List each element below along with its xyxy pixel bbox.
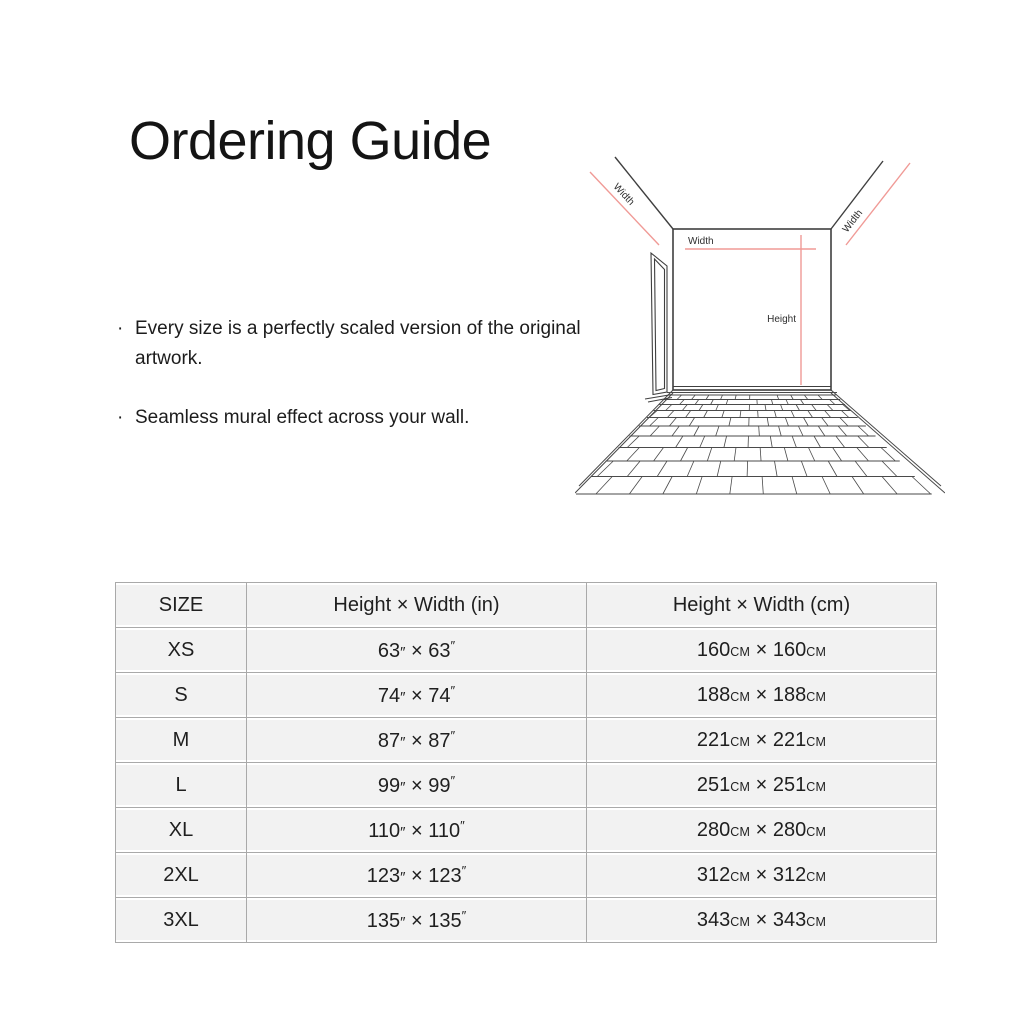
- bullet-text: Seamless mural effect across your wall.: [135, 407, 470, 428]
- cm-cell: 312CM × 312CM: [587, 853, 937, 898]
- bullet-text: Every size is a perfectly scaled version of the original artwork.: [135, 318, 581, 369]
- inches-cell: 135″ × 135″: [247, 898, 587, 943]
- inches-cell: 123″ × 123″: [247, 853, 587, 898]
- inches-cell: 63″ × 63″: [247, 628, 587, 673]
- page-title: Ordering Guide: [129, 111, 492, 171]
- size-row-xs: [116, 628, 937, 673]
- floor-tile-pattern: [576, 393, 932, 495]
- size-table: [115, 582, 937, 943]
- size-table-header-row: [116, 583, 937, 628]
- bullet-dot: ·: [117, 318, 124, 339]
- size-cell: S: [116, 673, 247, 718]
- bullet-item-seamless-mural: [117, 403, 469, 433]
- column-header-inches: Height × Width (in): [247, 583, 587, 628]
- height-label-wall: Height: [767, 314, 796, 325]
- size-cell: 2XL: [116, 853, 247, 898]
- floor-edges: [575, 390, 945, 493]
- inches-cell: 87″ × 87″: [247, 718, 587, 763]
- back-wall: [673, 229, 831, 390]
- size-row-l: [116, 763, 937, 808]
- width-label-left: Width: [610, 181, 637, 208]
- size-row-3xl: [116, 898, 937, 943]
- width-label-wall: Width: [688, 236, 714, 247]
- bullet-item-scaled-artwork: [117, 314, 581, 374]
- width-line-left: [590, 172, 659, 245]
- size-cell: L: [116, 763, 247, 808]
- cm-cell: 160CM × 160CM: [587, 628, 937, 673]
- column-header-size: SIZE: [116, 583, 247, 628]
- cm-cell: 343CM × 343CM: [587, 898, 937, 943]
- width-label-right: Width: [840, 207, 866, 235]
- door: [645, 253, 672, 402]
- inches-cell: 110″ × 110″: [247, 808, 587, 853]
- width-line-right: [846, 163, 910, 245]
- cm-cell: 280CM × 280CM: [587, 808, 937, 853]
- bullet-dot: ·: [117, 407, 124, 428]
- size-row-2xl: [116, 853, 937, 898]
- size-cell: 3XL: [116, 898, 247, 943]
- inches-cell: 99″ × 99″: [247, 763, 587, 808]
- size-cell: XL: [116, 808, 247, 853]
- cm-cell: 188CM × 188CM: [587, 673, 937, 718]
- size-row-xl: [116, 808, 937, 853]
- size-cell: M: [116, 718, 247, 763]
- room-measurement-illustration: [575, 135, 945, 505]
- cm-cell: 251CM × 251CM: [587, 763, 937, 808]
- column-header-cm: Height × Width (cm): [587, 583, 937, 628]
- size-row-s: [116, 673, 937, 718]
- size-cell: XS: [116, 628, 247, 673]
- ceiling-lines: [615, 157, 883, 229]
- cm-cell: 221CM × 221CM: [587, 718, 937, 763]
- inches-cell: 74″ × 74″: [247, 673, 587, 718]
- size-row-m: [116, 718, 937, 763]
